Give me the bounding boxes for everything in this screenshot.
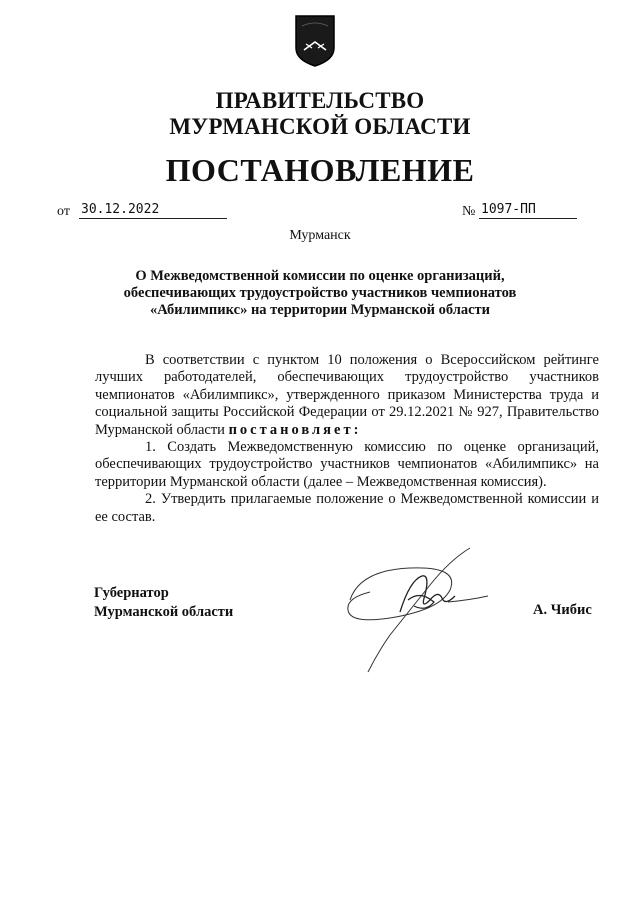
position-line1: Губернатор bbox=[94, 585, 169, 601]
subject-line2: обеспечивающих трудоустройство участников чемпионатов bbox=[123, 285, 517, 301]
item-1: 1. Создать Межведомственную комиссию по оценке организаций, обеспечивающих трудоустройство участников чемпионатов «Абилимпикс» на территории Мурманской области (далее – Межведомственная комиссия). bbox=[95, 439, 599, 490]
document-type: ПОСТАНОВЛЕНИЕ bbox=[165, 152, 475, 188]
document-subject bbox=[60, 268, 580, 319]
date-prefix: от bbox=[57, 204, 70, 219]
handwritten-signature bbox=[330, 540, 510, 680]
city: Мурманск bbox=[289, 228, 351, 243]
preamble-text: В соответствии с пунктом 10 положения о Всероссийском рейтинге лучших работодателей, обеспечивающих трудоустройство участников чемпионатов «Абилимпикс», утвержденного приказом Министерства труда и социальной защиты Российской Федерации от 29.12.2021 № 927, Правительство Мурманской области bbox=[95, 352, 599, 438]
coat-of-arms-icon bbox=[294, 14, 336, 68]
item-2: 2. Утвердить прилагаемые положение о Межведомственной комиссии и ее состав. bbox=[95, 491, 599, 525]
document-number: 1097-ПП bbox=[479, 202, 577, 219]
subject-line3: «Абилимпикс» на территории Мурманской области bbox=[149, 302, 491, 318]
preamble-paragraph bbox=[95, 352, 599, 439]
signer-name: А. Чибис bbox=[533, 602, 592, 618]
org-name-line1: ПРАВИТЕЛЬСТВО bbox=[215, 88, 425, 113]
subject-line1: О Межведомственной комиссии по оценке организаций, bbox=[135, 268, 505, 284]
signer-position bbox=[94, 584, 233, 622]
decree-word: постановляет: bbox=[228, 421, 362, 438]
position-line2: Мурманской области bbox=[94, 604, 234, 620]
org-name-line2: МУРМАНСКОЙ ОБЛАСТИ bbox=[169, 114, 471, 139]
number-prefix: № bbox=[462, 204, 476, 219]
document-date: 30.12.2022 bbox=[79, 202, 227, 219]
document-body bbox=[95, 352, 599, 526]
